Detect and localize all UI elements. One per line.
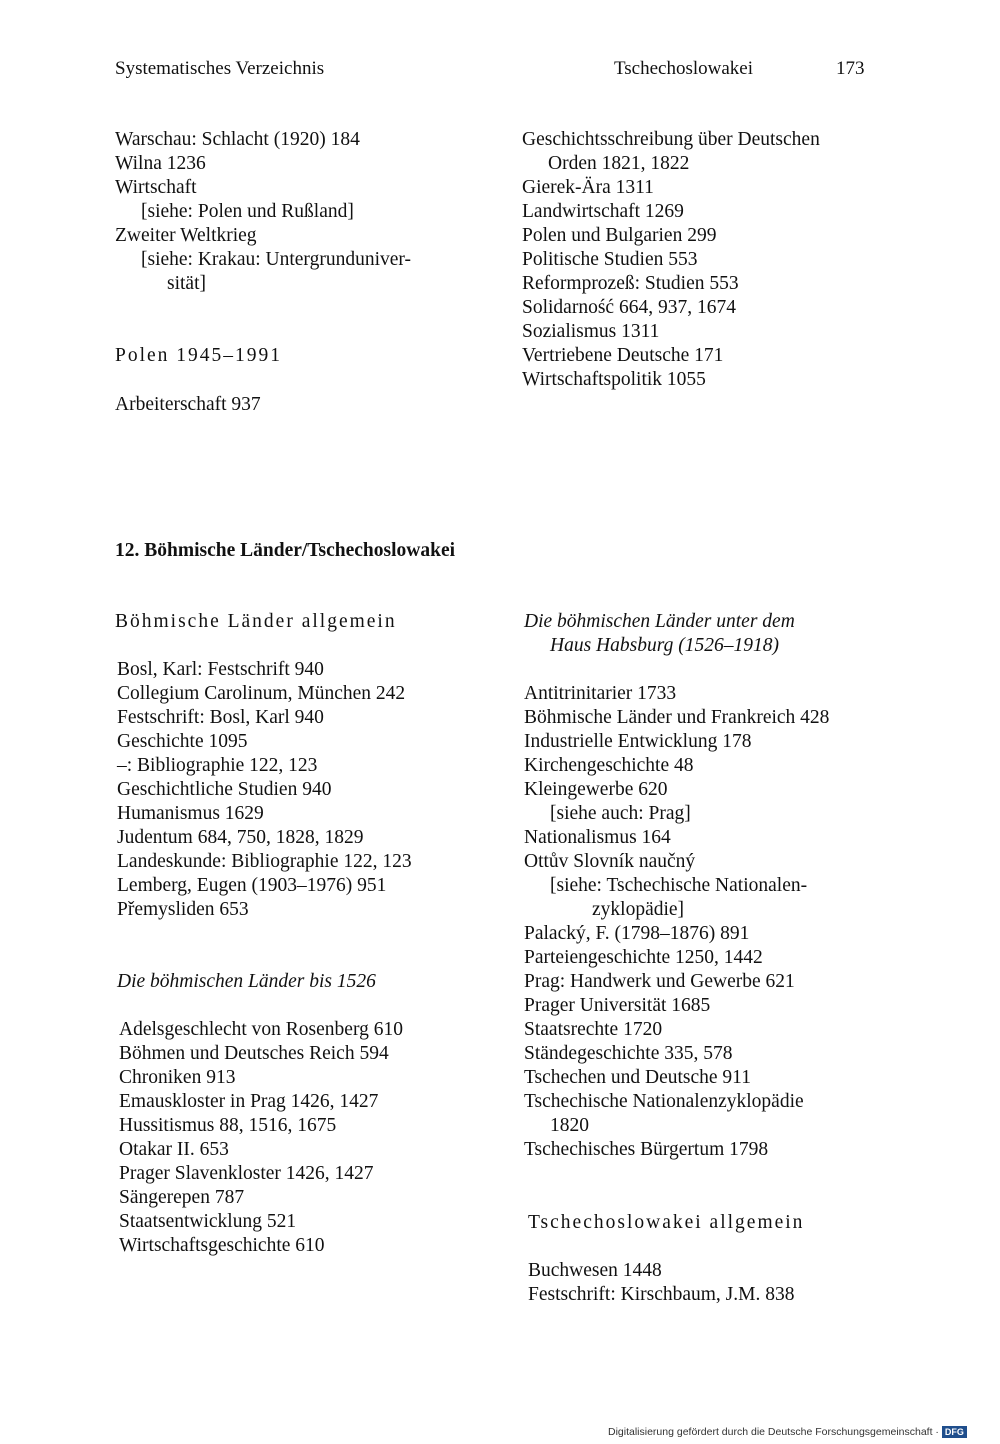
index-entry: Geschichtsschreibung über Deutschen [522, 129, 820, 150]
cross-reference-continuation: zyklopädie] [592, 899, 685, 920]
subheading-tschechoslowakei-allgemein: Tschechoslowakei allgemein [528, 1212, 805, 1233]
footer-text: Digitalisierung gefördert durch die Deutsche Forschungsgemeinschaft · [608, 1426, 939, 1438]
index-entry: Festschrift: Kirschbaum, J.M. 838 [528, 1284, 795, 1305]
index-entry: Landwirtschaft 1269 [522, 201, 684, 222]
index-entry: Kleingewerbe 620 [524, 779, 668, 800]
index-entry: Kirchengeschichte 48 [524, 755, 694, 776]
bottom-left-list-2 [119, 1018, 479, 1258]
index-entry: Geschichte 1095 [117, 731, 248, 752]
index-entry: Chroniken 913 [119, 1067, 236, 1088]
index-entry: Tschechisches Bürgertum 1798 [524, 1139, 769, 1160]
index-entry-continuation: 1820 [550, 1115, 589, 1136]
subheading-habsburg-line2: Haus Habsburg (1526–1918) [550, 635, 779, 656]
bottom-left-list-1 [117, 658, 477, 922]
top-right-column [522, 128, 882, 392]
index-entry: Wirtschaftsgeschichte 610 [119, 1235, 325, 1256]
index-entry: Humanismus 1629 [117, 803, 264, 824]
subheading-polen-1945-1991: Polen 1945–1991 [115, 345, 283, 366]
running-header-section: Tschechoslowakei [614, 58, 754, 79]
index-entry: Solidarność 664, 937, 1674 [522, 297, 736, 318]
index-entry: Warschau: Schlacht (1920) 184 [115, 129, 360, 150]
index-entry: Geschichtliche Studien 940 [117, 779, 332, 800]
index-entry: Nationalismus 164 [524, 827, 671, 848]
index-entry: Sozialismus 1311 [522, 321, 660, 342]
cross-reference-continuation: sität] [167, 273, 206, 294]
subheading-habsburg [524, 610, 874, 634]
section-title: 12. Böhmische Länder/Tschechoslowakei [115, 540, 456, 561]
index-entry: Přemysliden 653 [117, 899, 249, 920]
index-entry: Wirtschaft [115, 177, 197, 198]
index-entry: Palacký, F. (1798–1876) 891 [524, 923, 750, 944]
subheading-bis-1526: Die böhmischen Länder bis 1526 [117, 971, 376, 992]
top-left-column [115, 128, 475, 296]
index-entry: Sängerepen 787 [119, 1187, 245, 1208]
dfg-logo-icon: DFG [942, 1426, 967, 1438]
index-entry: Festschrift: Bosl, Karl 940 [117, 707, 324, 728]
subheading-boehmische-laender-allgemein: Böhmische Länder allgemein [115, 611, 397, 632]
index-entry: Vertriebene Deutsche 171 [522, 345, 724, 366]
index-entry: Collegium Carolinum, München 242 [117, 683, 406, 704]
index-entry: Polen und Bulgarien 299 [522, 225, 717, 246]
index-entry: Arbeiterschaft 937 [115, 394, 261, 415]
page-number: 173 [836, 58, 865, 79]
index-entry: Wirtschaftspolitik 1055 [522, 369, 706, 390]
index-entry: Bosl, Karl: Festschrift 940 [117, 659, 324, 680]
cross-reference: [siehe: Polen und Rußland] [141, 201, 354, 222]
index-entry: Tschechen und Deutsche 911 [524, 1067, 751, 1088]
index-entry: Politische Studien 553 [522, 249, 698, 270]
index-entry: Hussitismus 88, 1516, 1675 [119, 1115, 337, 1136]
index-entry: Lemberg, Eugen (1903–1976) 951 [117, 875, 387, 896]
cross-reference: [siehe: Krakau: Untergrunduniver- [141, 249, 411, 270]
index-entry: Reformprozeß: Studien 553 [522, 273, 739, 294]
index-entry: Prag: Handwerk und Gewerbe 621 [524, 971, 795, 992]
index-entry: Landeskunde: Bibliographie 122, 123 [117, 851, 412, 872]
index-entry: –: Bibliographie 122, 123 [117, 755, 318, 776]
index-entry: Ottův Slovník naučný [524, 851, 696, 872]
bottom-right-heading [524, 610, 874, 658]
bottom-left-column [115, 610, 475, 634]
index-entry: Industrielle Entwicklung 178 [524, 731, 752, 752]
index-entry: Antitrinitarier 1733 [524, 683, 677, 704]
cross-reference: [siehe auch: Prag] [550, 803, 691, 824]
index-entry: Zweiter Weltkrieg [115, 225, 257, 246]
index-entry: Parteiengeschichte 1250, 1442 [524, 947, 763, 968]
bottom-right-list-1 [524, 682, 876, 1162]
index-entry: Buchwesen 1448 [528, 1260, 662, 1281]
index-entry-continuation: Orden 1821, 1822 [548, 153, 690, 174]
digitization-footer [608, 1426, 967, 1438]
index-entry: Böhmische Länder und Frankreich 428 [524, 707, 830, 728]
bottom-right-list-2 [528, 1259, 880, 1307]
index-entry: Staatsentwicklung 521 [119, 1211, 297, 1232]
index-entry: Prager Universität 1685 [524, 995, 711, 1016]
running-header-title: Systematisches Verzeichnis [115, 58, 325, 79]
index-entry: Ständegeschichte 335, 578 [524, 1043, 733, 1064]
index-entry: Böhmen und Deutsches Reich 594 [119, 1043, 389, 1064]
index-entry: Adelsgeschlecht von Rosenberg 610 [119, 1019, 403, 1040]
index-entry: Gierek-Ära 1311 [522, 177, 654, 198]
index-entry: Otakar II. 653 [119, 1139, 229, 1160]
subheading-habsburg-line1: Die böhmischen Länder unter dem [524, 611, 795, 632]
index-entry: Staatsrechte 1720 [524, 1019, 663, 1040]
index-entry: Emauskloster in Prag 1426, 1427 [119, 1091, 379, 1112]
index-entry: Judentum 684, 750, 1828, 1829 [117, 827, 364, 848]
cross-reference: [siehe: Tschechische Nationalen- [550, 875, 808, 896]
index-entry: Prager Slavenkloster 1426, 1427 [119, 1163, 374, 1184]
index-entry: Wilna 1236 [115, 153, 206, 174]
index-entry: Tschechische Nationalenzyklopädie [524, 1091, 804, 1112]
